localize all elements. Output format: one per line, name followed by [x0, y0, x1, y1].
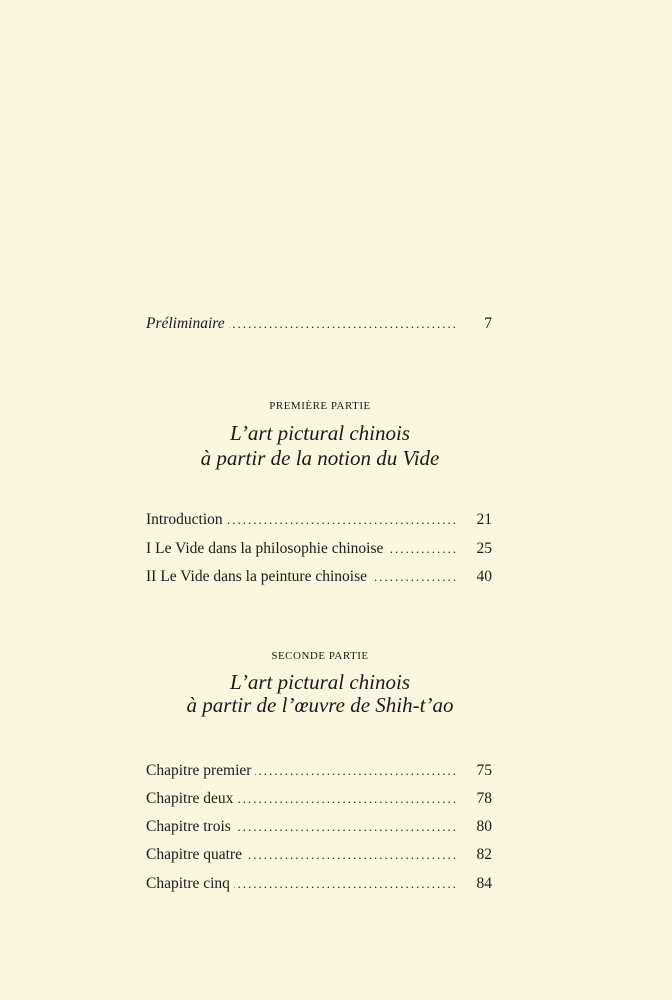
toc-entry-label: Le Vide dans la philosophie chinoise [155, 540, 384, 557]
toc-entry-label: Chapitre premier [146, 762, 252, 779]
dot-leader [229, 312, 458, 336]
toc-entry-introduction [146, 508, 492, 532]
toc-entry-label: Chapitre deux [146, 790, 234, 807]
toc-entry-chapitre-quatre [146, 843, 492, 867]
toc-entry-page: 7 [484, 315, 492, 332]
dot-leader [246, 843, 458, 867]
toc-entry-chapitre-cinq [146, 872, 492, 896]
toc-entry-page: 40 [476, 568, 492, 585]
toc-entry-label: Chapitre trois [146, 818, 231, 835]
toc-entry-page: 25 [476, 540, 492, 557]
toc-entry-page: 82 [476, 846, 492, 863]
part2-title-line1: L’art pictural chinois [229, 670, 411, 694]
toc-entry-page: 78 [476, 790, 492, 807]
toc-entry-chapitre-premier [146, 759, 492, 783]
toc-entry-chapter-2 [146, 565, 492, 589]
dot-leader [234, 872, 458, 896]
dot-leader [235, 815, 458, 839]
part1-title-line1: L’art pictural chinois [229, 421, 411, 445]
toc-entry-preliminaire [146, 312, 492, 336]
toc-entry-chapitre-deux [146, 787, 492, 811]
part1-title-line2: à partir de la notion du Vide [200, 446, 440, 470]
toc-entry-page: 84 [476, 875, 492, 892]
dot-leader [371, 565, 458, 589]
dot-leader [237, 787, 458, 811]
dot-leader [227, 508, 458, 532]
toc-entry-number: I [146, 540, 152, 557]
dot-leader [387, 537, 458, 561]
toc-entry-label: Le Vide dans la peinture chinoise [160, 568, 368, 585]
part2-title-line2: à partir de l’œuvre de Shih-t’ao [186, 693, 454, 717]
dot-leader [255, 759, 458, 783]
toc-entry-label: Chapitre cinq [146, 875, 230, 892]
toc-entry-chapter-1 [146, 537, 492, 561]
part2-heading: SECONDE PARTIE [271, 650, 369, 662]
toc-entry-number: II [146, 568, 157, 585]
part1-heading: PREMIÈRE PARTIE [269, 400, 371, 412]
toc-entry-page: 21 [476, 511, 492, 528]
toc-entry-chapitre-trois [146, 815, 492, 839]
toc-entry-page: 75 [476, 762, 492, 779]
toc-entry-page: 80 [476, 818, 492, 835]
toc-entry-label: Chapitre quatre [146, 846, 242, 863]
toc-entry-label: Préliminaire [146, 315, 225, 332]
toc-entry-label: Introduction [146, 511, 223, 528]
